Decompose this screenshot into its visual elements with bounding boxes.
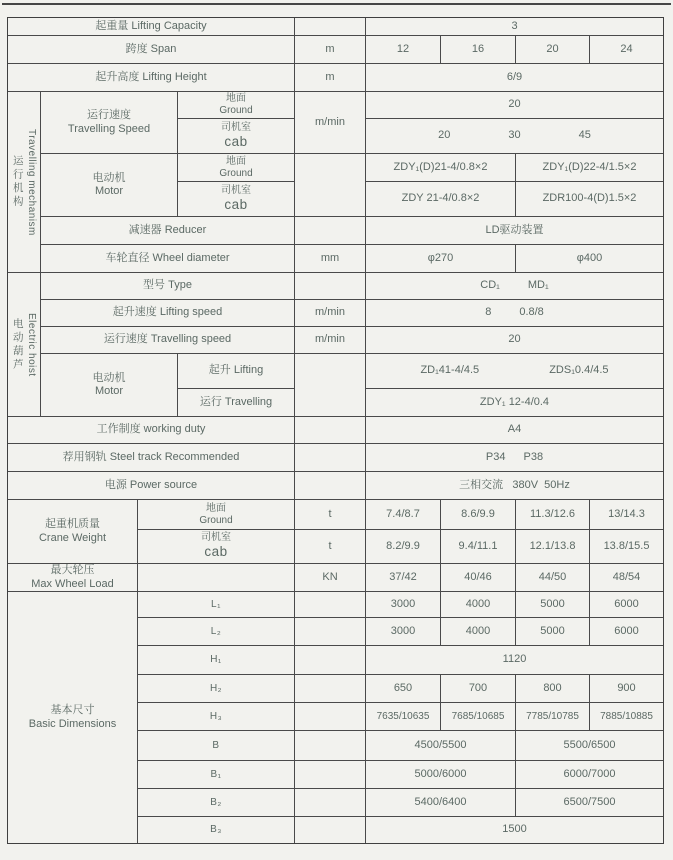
crane-weight-cab: 8.2/9.9 xyxy=(366,530,440,563)
reducer-unit xyxy=(295,217,365,244)
dim-l2-label: L₂ xyxy=(138,618,294,645)
span-label: 跨度 Span xyxy=(8,36,294,63)
label-en: Max Wheel Load xyxy=(31,577,114,590)
motor-model: ZDS₁0.4/4.5 xyxy=(549,364,609,377)
dim-unit xyxy=(295,731,365,760)
ground-cn: 地面 xyxy=(226,93,246,104)
track-value: P38 xyxy=(523,450,544,463)
travelling-motor-unit xyxy=(295,154,365,216)
travelling-speed-unit: m/min xyxy=(295,92,365,153)
hoist-motor-label xyxy=(41,354,177,416)
dim-h3-value: 7885/10885 xyxy=(590,703,663,730)
basic-dimensions-label xyxy=(8,592,137,843)
crane-weight-unit: t xyxy=(295,530,365,563)
crane-weight-cab: 13.8/15.5 xyxy=(590,530,663,563)
max-wheel-load-value: 44/50 xyxy=(516,564,589,591)
dim-b2-label: B₂ xyxy=(138,789,294,816)
hoist-motor-travelling-value: ZDY₁ 12-4/0.4 xyxy=(366,389,663,416)
travelling-motor-label xyxy=(41,154,177,216)
steel-track-value xyxy=(366,444,663,471)
hoist-lifting-speed-label: 起升速度 Lifting speed xyxy=(41,300,294,326)
dim-l1-value: 3000 xyxy=(366,592,440,617)
motor-model: ZD₁41-4/4.5 xyxy=(420,364,480,377)
max-wheel-load-value: 48/54 xyxy=(590,564,663,591)
dim-h3-value: 7635/10635 xyxy=(366,703,440,730)
motor-cab-value: ZDR100-4(D)1.5×2 xyxy=(516,182,663,216)
section-travelling-mechanism xyxy=(8,92,40,272)
dim-l1-value: 6000 xyxy=(590,592,663,617)
cab-sublabel xyxy=(138,530,294,563)
section-label-en: Travelling mechanism xyxy=(25,128,37,236)
power-source-value: 三相交流 380V 50Hz xyxy=(366,472,663,499)
wheel-diameter-label: 车轮直径 Wheel diameter xyxy=(41,245,294,272)
dim-h3-value: 7685/10685 xyxy=(441,703,515,730)
power-source-unit xyxy=(295,472,365,499)
track-value: P34 xyxy=(485,450,506,463)
travelling-speed-ground-value: 20 xyxy=(366,92,663,118)
working-duty-unit xyxy=(295,417,365,443)
lifting-capacity-value: 3 xyxy=(366,18,663,35)
dim-h2-label: H₂ xyxy=(138,675,294,702)
ground-cn: 地面 xyxy=(206,502,226,514)
section-electric-hoist xyxy=(8,273,40,416)
lifting-height-label: 起升高度 Lifting Height xyxy=(8,64,294,91)
page-top-rule xyxy=(2,3,671,5)
travelling-speed-label xyxy=(41,92,177,153)
hoist-motor-unit xyxy=(295,354,365,416)
dim-b2-value: 6500/7500 xyxy=(516,789,663,816)
section-label-cn: 运行机构 xyxy=(11,155,24,209)
motor-cab-value: ZDY 21-4/0.8×2 xyxy=(366,182,515,216)
hoist-lifting-speed-unit: m/min xyxy=(295,300,365,326)
cab-en: cab xyxy=(204,544,228,560)
cab-cn: 司机室 xyxy=(201,532,231,544)
type-value: MD₁ xyxy=(527,279,549,292)
label-en: Motor xyxy=(94,385,124,397)
working-duty-value: A4 xyxy=(366,417,663,443)
dim-b1-value: 6000/7000 xyxy=(516,761,663,788)
dim-unit xyxy=(295,675,365,702)
dim-h1-label: H₁ xyxy=(138,646,294,674)
wheel-diameter-value: φ400 xyxy=(516,245,663,272)
crane-weight-ground: 11.3/12.6 xyxy=(516,500,589,529)
dim-unit xyxy=(295,761,365,788)
max-wheel-load-label xyxy=(8,564,137,591)
dim-b2-value: 5400/6400 xyxy=(366,789,515,816)
span-value: 16 xyxy=(441,36,515,63)
dim-b3-value: 1500 xyxy=(366,817,663,843)
power-source-label: 电源 Power source xyxy=(8,472,294,499)
dim-b3-label: B₃ xyxy=(138,817,294,843)
cab-speed-value: 20 xyxy=(438,129,451,142)
travelling-speed-cab-values xyxy=(366,119,663,153)
lifting-height-value: 6/9 xyxy=(366,64,663,91)
max-wheel-load-spacer xyxy=(138,564,294,591)
dim-unit xyxy=(295,618,365,645)
dim-l2-value: 4000 xyxy=(441,618,515,645)
crane-weight-unit: t xyxy=(295,500,365,529)
dim-unit xyxy=(295,703,365,730)
dim-h2-value: 700 xyxy=(441,675,515,702)
crane-weight-label xyxy=(8,500,137,563)
crane-weight-ground: 8.6/9.9 xyxy=(441,500,515,529)
motor-ground-value: ZDY₁(D)22-4/1.5×2 xyxy=(516,154,663,181)
dim-h1-value: 1120 xyxy=(366,646,663,674)
dim-unit xyxy=(295,789,365,816)
span-value: 24 xyxy=(590,36,663,63)
crane-spec-table xyxy=(7,17,664,844)
ground-sublabel xyxy=(138,500,294,529)
ground-en: Ground xyxy=(219,167,253,179)
dim-unit xyxy=(295,646,365,674)
type-value: CD₁ xyxy=(480,279,500,292)
hoist-motor-travelling-sublabel: 运行 Travelling xyxy=(178,389,294,416)
dim-unit xyxy=(295,817,365,843)
label-en: Crane Weight xyxy=(38,531,107,544)
cab-speed-value: 45 xyxy=(578,129,591,142)
dim-b1-label: B₁ xyxy=(138,761,294,788)
cab-sublabel xyxy=(178,182,294,216)
dim-b-label: B xyxy=(138,731,294,760)
label-cn: 起重机质量 xyxy=(45,518,100,531)
dim-l2-value: 6000 xyxy=(590,618,663,645)
hoist-type-label: 型号 Type xyxy=(41,273,294,299)
steel-track-unit xyxy=(295,444,365,471)
max-wheel-load-value: 37/42 xyxy=(366,564,440,591)
hoist-type-value xyxy=(366,273,663,299)
section-label-cn: 电动葫芦 xyxy=(11,317,24,372)
dim-h3-label: H₃ xyxy=(138,703,294,730)
max-wheel-load-value: 40/46 xyxy=(441,564,515,591)
crane-weight-cab: 9.4/11.1 xyxy=(441,530,515,563)
section-label-en: Electric hoist xyxy=(25,312,37,377)
cab-cn: 司机室 xyxy=(221,184,251,196)
dim-l1-value: 4000 xyxy=(441,592,515,617)
ground-en: Ground xyxy=(199,514,233,526)
cab-en: cab xyxy=(224,196,248,212)
dim-b-value: 4500/5500 xyxy=(366,731,515,760)
speed-value: 0.8/8 xyxy=(519,306,544,319)
dim-l1-value: 5000 xyxy=(516,592,589,617)
label-cn: 电动机 xyxy=(92,171,126,184)
crane-weight-ground: 13/14.3 xyxy=(590,500,663,529)
hoist-travelling-speed-value: 20 xyxy=(366,327,663,353)
label-cn: 运行速度 xyxy=(87,109,131,122)
hoist-motor-lifting-sublabel: 起升 Lifting xyxy=(178,354,294,388)
label-en: Travelling Speed xyxy=(67,122,151,135)
ground-en: Ground xyxy=(219,105,253,116)
label-cn: 基本尺寸 xyxy=(50,704,95,717)
dim-b1-value: 5000/6000 xyxy=(366,761,515,788)
dim-l2-value: 5000 xyxy=(516,618,589,645)
wheel-diameter-unit: mm xyxy=(295,245,365,272)
label-en: Basic Dimensions xyxy=(28,717,117,730)
working-duty-label: 工作制度 working duty xyxy=(8,417,294,443)
cab-cn: 司机室 xyxy=(221,121,251,133)
cab-sublabel xyxy=(178,119,294,153)
dim-b-value: 5500/6500 xyxy=(516,731,663,760)
hoist-type-unit xyxy=(295,273,365,299)
dim-h3-value: 7785/10785 xyxy=(516,703,589,730)
ground-sublabel xyxy=(178,92,294,118)
steel-track-label: 荐用钢轨 Steel track Recommended xyxy=(8,444,294,471)
hoist-motor-lifting-value xyxy=(366,354,663,388)
motor-ground-value: ZDY₁(D)21-4/0.8×2 xyxy=(366,154,515,181)
max-wheel-load-unit: KN xyxy=(295,564,365,591)
dim-l2-value: 3000 xyxy=(366,618,440,645)
speed-value: 8 xyxy=(485,306,492,319)
span-value: 12 xyxy=(366,36,440,63)
crane-weight-ground: 7.4/8.7 xyxy=(366,500,440,529)
hoist-lifting-speed-value xyxy=(366,300,663,326)
lifting-height-unit: m xyxy=(295,64,365,91)
ground-cn: 地面 xyxy=(226,155,246,167)
lifting-capacity-unit xyxy=(295,18,365,35)
lifting-capacity-label: 起重量 Lifting Capacity xyxy=(8,18,294,35)
reducer-label: 减速器 Reducer xyxy=(41,217,294,244)
dim-h2-value: 800 xyxy=(516,675,589,702)
reducer-value: LD驱动装置 xyxy=(366,217,663,244)
label-cn: 最大轮压 xyxy=(50,564,95,577)
dim-h2-value: 900 xyxy=(590,675,663,702)
ground-sublabel xyxy=(178,154,294,181)
dim-h2-value: 650 xyxy=(366,675,440,702)
dim-l1-label: L₁ xyxy=(138,592,294,617)
label-en: Motor xyxy=(94,185,124,197)
wheel-diameter-value: φ270 xyxy=(366,245,515,272)
hoist-travelling-speed-unit: m/min xyxy=(295,327,365,353)
cab-en: cab xyxy=(224,133,248,149)
label-cn: 电动机 xyxy=(92,371,126,384)
hoist-travelling-speed-label: 运行速度 Travelling speed xyxy=(41,327,294,353)
dim-unit xyxy=(295,592,365,617)
span-value: 20 xyxy=(516,36,589,63)
cab-speed-value: 30 xyxy=(508,129,521,142)
crane-weight-cab: 12.1/13.8 xyxy=(516,530,589,563)
span-unit: m xyxy=(295,36,365,63)
